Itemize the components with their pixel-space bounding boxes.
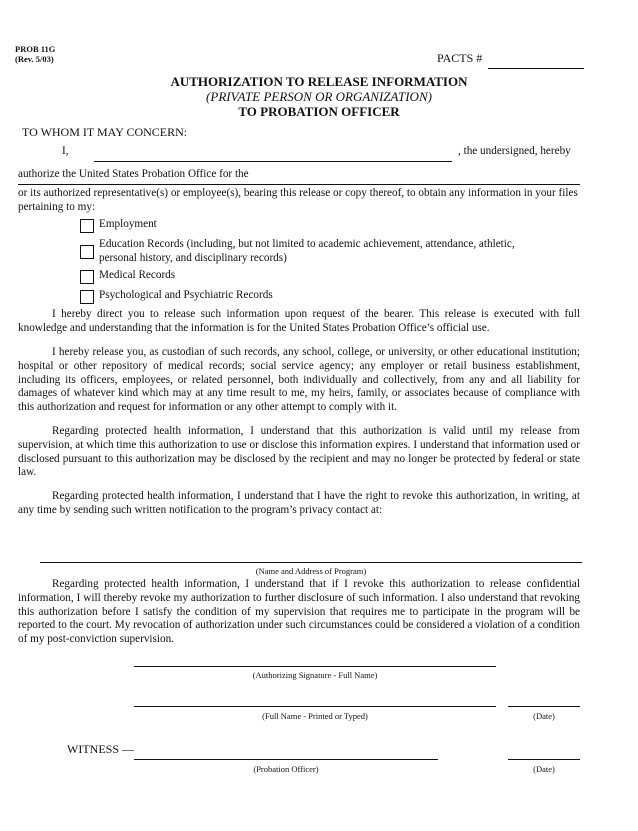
signature-date-caption: (Date)	[533, 711, 555, 721]
medical-records-label: Medical Records	[99, 269, 176, 281]
full-name-printed-field[interactable]	[134, 706, 496, 707]
medical-records-checkbox[interactable]	[80, 270, 94, 284]
representative-text: or its authorized representative(s) or employee(s), bearing this release or copy thereof, to obtain any information in your files pertaining to my:	[18, 187, 578, 213]
form-title: AUTHORIZATION TO RELEASE INFORMATION	[170, 74, 468, 89]
full-name-caption: (Full Name - Printed or Typed)	[262, 711, 368, 721]
probation-office-district-field[interactable]	[18, 184, 580, 185]
probation-officer-signature-field[interactable]	[134, 759, 438, 760]
undersigned-prefix: I,	[62, 145, 69, 157]
authorizing-signature-caption: (Authorizing Signature - Full Name)	[252, 670, 378, 680]
probation-officer-caption: (Probation Officer)	[253, 764, 319, 774]
education-records-checkbox[interactable]	[80, 245, 94, 259]
phi-validity-paragraph: Regarding protected health information, I understand that this authorization is valid until my release from supervision, at which time this authorization to use or disclose this information expires. I understand that information used or disclosed pursuant to this authorization may be disclosed by the recipient and may no longer be protected by federal or state law.	[18, 425, 580, 479]
witness-label: WITNESS —	[67, 742, 134, 756]
signature-date-field[interactable]	[508, 706, 580, 707]
salutation: TO WHOM IT MAY CONCERN:	[22, 125, 188, 139]
witness-date-field[interactable]	[508, 759, 580, 760]
form-title-recipient: TO PROBATION OFFICER	[238, 104, 400, 119]
direct-release-paragraph: I hereby direct you to release such information upon request of the bearer. This release is executed with full knowledge and understanding that the information is for the United States Probation Office’s official use.	[18, 308, 580, 334]
form-number: PROB 11G	[15, 44, 56, 54]
employment-checkbox[interactable]	[80, 219, 94, 233]
employment-label: Employment	[99, 218, 157, 230]
authorize-text: authorize the United States Probation Office for the	[18, 168, 249, 180]
witness-date-caption: (Date)	[533, 764, 555, 774]
form-code	[15, 44, 55, 64]
authorizing-signature-field[interactable]	[134, 666, 496, 667]
undersigned-suffix: , the undersigned, hereby	[458, 145, 571, 157]
liability-release-paragraph: I hereby release you, as custodian of such records, any school, college, or university, or other educational institution; hospital or other repository of medical records; social service agency; any employer or retail business establishment, including its officers, employees, or related personnel, both individually and collectively, from any and all liability for damages of whatever kind which may at any time result to me, my heirs, family, or associates because of compliance with this authorization and request for information or any other attempt to comply with it.	[18, 346, 580, 414]
program-address-field[interactable]	[40, 562, 582, 563]
form-subtitle: (PRIVATE PERSON OR ORGANIZATION)	[206, 89, 432, 104]
undersigned-name-field[interactable]	[94, 161, 452, 162]
phi-revoke-effect-paragraph: Regarding protected health information, I understand that if I revoke this authorization to release confidential information, I will thereby revoke my authorization to further disclosure of such information. I also understand that revoking this authorization before I satisfy the condition of my supervision that requires me to participate in the program will be reported to the court. My revocation of authorization under such circumstances could be considered a violation of a condition of my post-conviction supervision.	[18, 578, 580, 646]
pacts-label: PACTS #	[437, 51, 483, 65]
program-address-caption: (Name and Address of Program)	[255, 566, 367, 576]
form-revision: (Rev. 5/03)	[15, 54, 54, 64]
psychological-records-label: Psychological and Psychiatric Records	[99, 289, 273, 301]
education-records-label: Education Records (including, but not limited to academic achievement, attendance, athletic, personal history, and disciplinary records)	[99, 238, 515, 264]
phi-revoke-right-paragraph: Regarding protected health information, I understand that I have the right to revoke this authorization, in writing, at any time by sending such written notification to the program’s privacy contact at:	[18, 490, 580, 516]
psychological-records-checkbox[interactable]	[80, 290, 94, 304]
pacts-number-field[interactable]	[488, 68, 584, 69]
